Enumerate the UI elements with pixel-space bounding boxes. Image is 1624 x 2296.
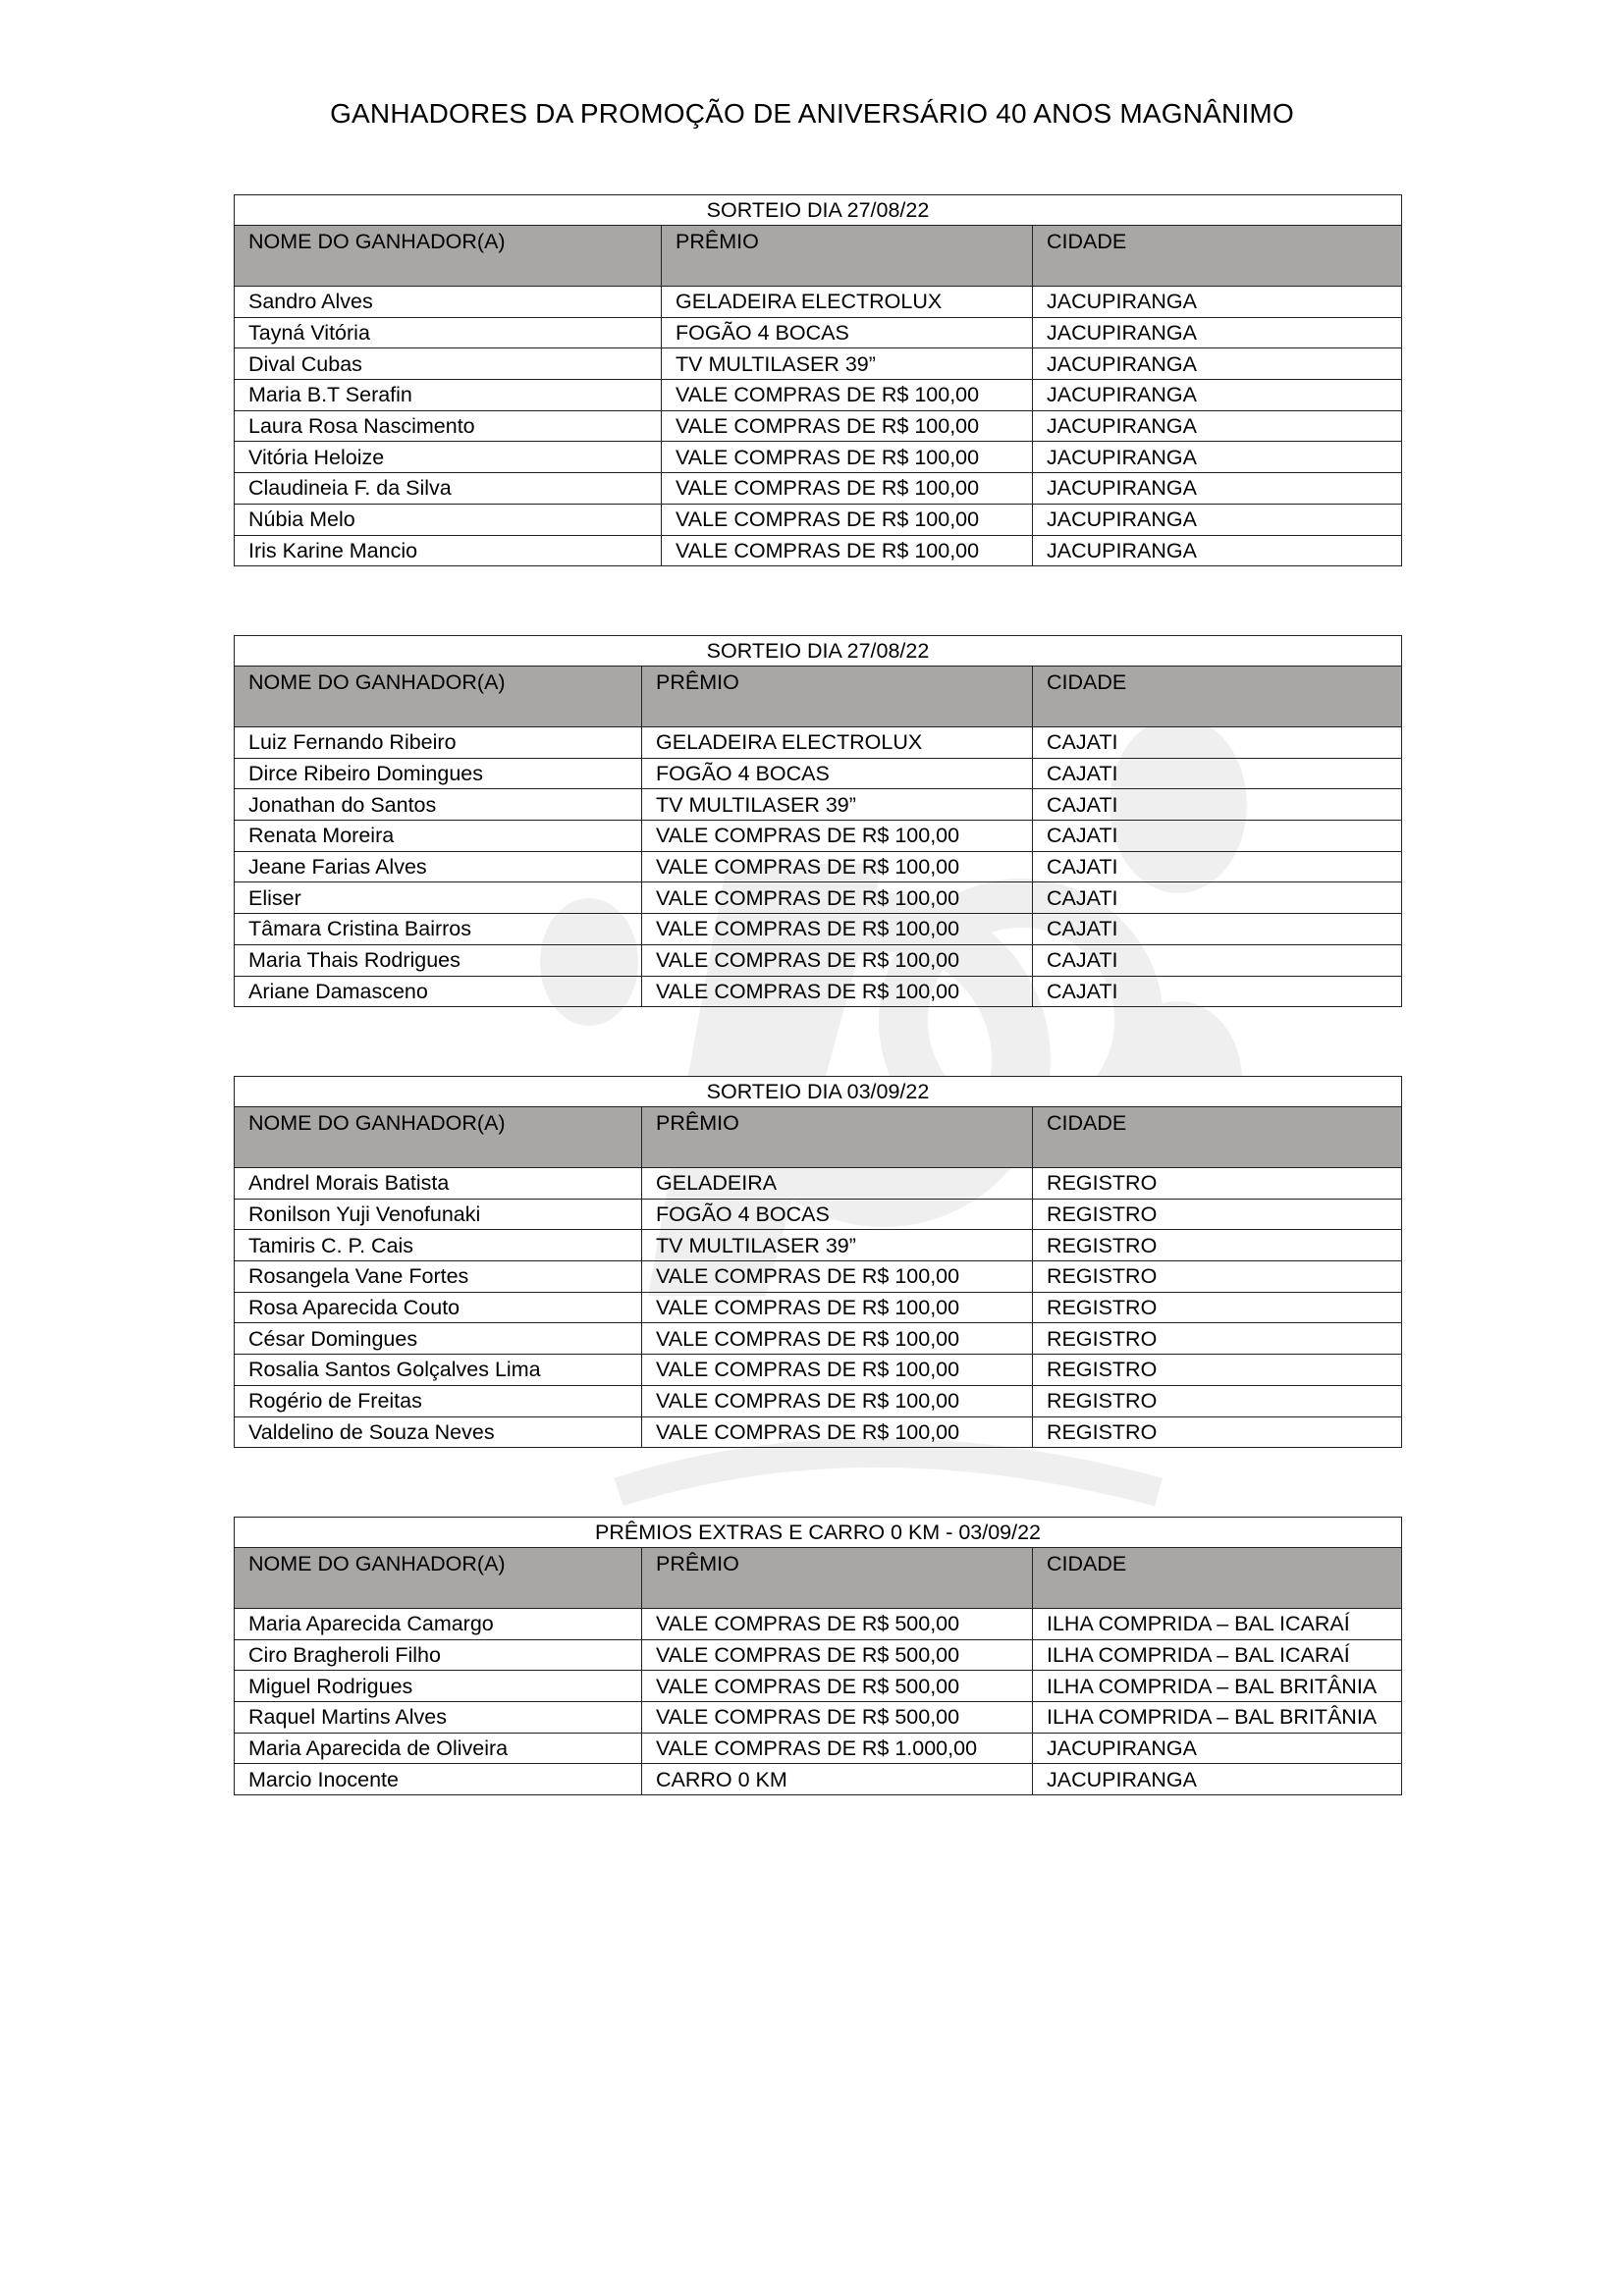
prize-cell: VALE COMPRAS DE R$ 100,00 bbox=[642, 944, 1033, 976]
table-row bbox=[235, 1168, 1402, 1200]
table-row bbox=[235, 1764, 1402, 1795]
city-cell: REGISTRO bbox=[1033, 1230, 1402, 1261]
city-cell: JACUPIRANGA bbox=[1033, 535, 1402, 566]
column-header-prize: PRÊMIO bbox=[642, 1107, 1033, 1168]
city-cell: CAJATI bbox=[1033, 882, 1402, 914]
prize-cell: VALE COMPRAS DE R$ 100,00 bbox=[662, 442, 1033, 473]
winner-name: Renata Moreira bbox=[235, 821, 642, 852]
column-header-name: NOME DO GANHADOR(A) bbox=[235, 226, 662, 287]
city-cell: REGISTRO bbox=[1033, 1168, 1402, 1200]
column-header-name: NOME DO GANHADOR(A) bbox=[235, 1107, 642, 1168]
table-row bbox=[235, 317, 1402, 348]
prize-cell: VALE COMPRAS DE R$ 100,00 bbox=[662, 535, 1033, 566]
prize-cell: VALE COMPRAS DE R$ 500,00 bbox=[642, 1702, 1033, 1734]
table-row bbox=[235, 1199, 1402, 1230]
prize-cell: VALE COMPRAS DE R$ 1.000,00 bbox=[642, 1733, 1033, 1764]
city-cell: ILHA COMPRIDA – BAL ICARAÍ bbox=[1033, 1609, 1402, 1640]
prize-cell: VALE COMPRAS DE R$ 100,00 bbox=[662, 380, 1033, 411]
prize-cell: TV MULTILASER 39” bbox=[662, 348, 1033, 380]
table-row bbox=[235, 1702, 1402, 1734]
prize-cell: VALE COMPRAS DE R$ 100,00 bbox=[642, 1385, 1033, 1416]
winner-name: Sandro Alves bbox=[235, 287, 662, 318]
table-caption: PRÊMIOS EXTRAS E CARRO 0 KM - 03/09/22 bbox=[235, 1518, 1402, 1548]
winner-name: Ciro Bragheroli Filho bbox=[235, 1639, 642, 1671]
prize-cell: VALE COMPRAS DE R$ 100,00 bbox=[642, 1416, 1033, 1448]
city-cell: JACUPIRANGA bbox=[1033, 380, 1402, 411]
city-cell: JACUPIRANGA bbox=[1033, 348, 1402, 380]
draw-table-extras bbox=[234, 1517, 1402, 1795]
table-row bbox=[235, 1323, 1402, 1355]
city-cell: ILHA COMPRIDA – BAL BRITÂNIA bbox=[1033, 1702, 1402, 1734]
table-row bbox=[235, 442, 1402, 473]
winner-name: Dirce Ribeiro Domingues bbox=[235, 758, 642, 789]
table-caption: SORTEIO DIA 27/08/22 bbox=[235, 636, 1402, 667]
prize-cell: GELADEIRA ELECTROLUX bbox=[642, 727, 1033, 759]
prize-cell: VALE COMPRAS DE R$ 100,00 bbox=[662, 504, 1033, 535]
winner-name: Maria Aparecida de Oliveira bbox=[235, 1733, 642, 1764]
table-row bbox=[235, 1355, 1402, 1386]
winner-name: Jeane Farias Alves bbox=[235, 851, 642, 882]
city-cell: CAJATI bbox=[1033, 789, 1402, 821]
prize-cell: CARRO 0 KM bbox=[642, 1764, 1033, 1795]
winner-name: Maria Thais Rodrigues bbox=[235, 944, 642, 976]
table-row bbox=[235, 473, 1402, 505]
winner-name: Núbia Melo bbox=[235, 504, 662, 535]
winner-name: Iris Karine Mancio bbox=[235, 535, 662, 566]
table-row bbox=[235, 1671, 1402, 1702]
city-cell: JACUPIRANGA bbox=[1033, 317, 1402, 348]
prize-cell: VALE COMPRAS DE R$ 100,00 bbox=[642, 1323, 1033, 1355]
winner-name: Tâmara Cristina Bairros bbox=[235, 914, 642, 945]
draw-table-3 bbox=[234, 1076, 1402, 1448]
prize-cell: VALE COMPRAS DE R$ 100,00 bbox=[642, 914, 1033, 945]
winner-name: César Domingues bbox=[235, 1323, 642, 1355]
winner-name: Rosalia Santos Golçalves Lima bbox=[235, 1355, 642, 1386]
winner-name: Ronilson Yuji Venofunaki bbox=[235, 1199, 642, 1230]
city-cell: CAJATI bbox=[1033, 821, 1402, 852]
city-cell: JACUPIRANGA bbox=[1033, 1764, 1402, 1795]
table-row bbox=[235, 1416, 1402, 1448]
winner-name: Claudineia F. da Silva bbox=[235, 473, 662, 505]
winner-name: Dival Cubas bbox=[235, 348, 662, 380]
table-row bbox=[235, 1230, 1402, 1261]
prize-cell: VALE COMPRAS DE R$ 500,00 bbox=[642, 1639, 1033, 1671]
prize-cell: VALE COMPRAS DE R$ 100,00 bbox=[642, 1261, 1033, 1293]
draw-table-1 bbox=[234, 194, 1402, 566]
winner-name: Andrel Morais Batista bbox=[235, 1168, 642, 1200]
prize-cell: VALE COMPRAS DE R$ 100,00 bbox=[642, 1355, 1033, 1386]
city-cell: REGISTRO bbox=[1033, 1416, 1402, 1448]
prize-cell: VALE COMPRAS DE R$ 500,00 bbox=[642, 1609, 1033, 1640]
city-cell: JACUPIRANGA bbox=[1033, 410, 1402, 442]
column-header-city: CIDADE bbox=[1033, 1107, 1402, 1168]
city-cell: JACUPIRANGA bbox=[1033, 1733, 1402, 1764]
table-row bbox=[235, 1385, 1402, 1416]
column-header-name: NOME DO GANHADOR(A) bbox=[235, 1548, 642, 1609]
prize-cell: VALE COMPRAS DE R$ 100,00 bbox=[642, 976, 1033, 1007]
prize-cell: VALE COMPRAS DE R$ 100,00 bbox=[662, 473, 1033, 505]
city-cell: REGISTRO bbox=[1033, 1323, 1402, 1355]
city-cell: REGISTRO bbox=[1033, 1385, 1402, 1416]
prize-cell: TV MULTILASER 39” bbox=[642, 789, 1033, 821]
table-row bbox=[235, 1292, 1402, 1323]
draw-table-2 bbox=[234, 635, 1402, 1007]
city-cell: CAJATI bbox=[1033, 914, 1402, 945]
winner-name: Luiz Fernando Ribeiro bbox=[235, 727, 642, 759]
table-row bbox=[235, 1609, 1402, 1640]
table-row bbox=[235, 535, 1402, 566]
city-cell: REGISTRO bbox=[1033, 1292, 1402, 1323]
table-row bbox=[235, 287, 1402, 318]
prize-cell: VALE COMPRAS DE R$ 500,00 bbox=[642, 1671, 1033, 1702]
city-cell: JACUPIRANGA bbox=[1033, 504, 1402, 535]
city-cell: JACUPIRANGA bbox=[1033, 287, 1402, 318]
prize-cell: FOGÃO 4 BOCAS bbox=[662, 317, 1033, 348]
table-row bbox=[235, 1733, 1402, 1764]
table-row bbox=[235, 976, 1402, 1007]
table-row bbox=[235, 504, 1402, 535]
city-cell: CAJATI bbox=[1033, 851, 1402, 882]
winner-name: Ariane Damasceno bbox=[235, 976, 642, 1007]
table-row bbox=[235, 380, 1402, 411]
prize-cell: GELADEIRA bbox=[642, 1168, 1033, 1200]
table-row bbox=[235, 727, 1402, 759]
winner-name: Valdelino de Souza Neves bbox=[235, 1416, 642, 1448]
winner-name: Eliser bbox=[235, 882, 642, 914]
winner-name: Raquel Martins Alves bbox=[235, 1702, 642, 1734]
prize-cell: FOGÃO 4 BOCAS bbox=[642, 758, 1033, 789]
winner-name: Tayná Vitória bbox=[235, 317, 662, 348]
page-title: GANHADORES DA PROMOÇÃO DE ANIVERSÁRIO 40 ANOS MAGNÂNIMO bbox=[330, 98, 1294, 129]
prize-cell: VALE COMPRAS DE R$ 100,00 bbox=[642, 1292, 1033, 1323]
table-row bbox=[235, 1639, 1402, 1671]
winner-name: Maria B.T Serafin bbox=[235, 380, 662, 411]
winner-name: Rosa Aparecida Couto bbox=[235, 1292, 642, 1323]
city-cell: ILHA COMPRIDA – BAL ICARAÍ bbox=[1033, 1639, 1402, 1671]
column-header-city: CIDADE bbox=[1033, 1548, 1402, 1609]
prize-cell: GELADEIRA ELECTROLUX bbox=[662, 287, 1033, 318]
city-cell: CAJATI bbox=[1033, 976, 1402, 1007]
column-header-city: CIDADE bbox=[1033, 667, 1402, 727]
prize-cell: TV MULTILASER 39” bbox=[642, 1230, 1033, 1261]
city-cell: CAJATI bbox=[1033, 727, 1402, 759]
column-header-city: CIDADE bbox=[1033, 226, 1402, 287]
table-caption: SORTEIO DIA 27/08/22 bbox=[235, 195, 1402, 226]
table-row bbox=[235, 410, 1402, 442]
prize-cell: VALE COMPRAS DE R$ 100,00 bbox=[642, 851, 1033, 882]
prize-cell: FOGÃO 4 BOCAS bbox=[642, 1199, 1033, 1230]
table-row bbox=[235, 882, 1402, 914]
city-cell: REGISTRO bbox=[1033, 1355, 1402, 1386]
table-row bbox=[235, 758, 1402, 789]
table-row bbox=[235, 789, 1402, 821]
city-cell: JACUPIRANGA bbox=[1033, 442, 1402, 473]
table-row bbox=[235, 944, 1402, 976]
winner-name: Rogério de Freitas bbox=[235, 1385, 642, 1416]
city-cell: ILHA COMPRIDA – BAL BRITÂNIA bbox=[1033, 1671, 1402, 1702]
city-cell: JACUPIRANGA bbox=[1033, 473, 1402, 505]
winner-name: Marcio Inocente bbox=[235, 1764, 642, 1795]
prize-cell: VALE COMPRAS DE R$ 100,00 bbox=[662, 410, 1033, 442]
column-header-name: NOME DO GANHADOR(A) bbox=[235, 667, 642, 727]
table-row bbox=[235, 914, 1402, 945]
column-header-prize: PRÊMIO bbox=[642, 1548, 1033, 1609]
winner-name: Tamiris C. P. Cais bbox=[235, 1230, 642, 1261]
winner-name: Jonathan do Santos bbox=[235, 789, 642, 821]
prize-cell: VALE COMPRAS DE R$ 100,00 bbox=[642, 882, 1033, 914]
table-row bbox=[235, 348, 1402, 380]
table-row bbox=[235, 1261, 1402, 1293]
prize-cell: VALE COMPRAS DE R$ 100,00 bbox=[642, 821, 1033, 852]
winner-name: Miguel Rodrigues bbox=[235, 1671, 642, 1702]
city-cell: REGISTRO bbox=[1033, 1199, 1402, 1230]
winner-name: Vitória Heloize bbox=[235, 442, 662, 473]
table-row bbox=[235, 821, 1402, 852]
city-cell: REGISTRO bbox=[1033, 1261, 1402, 1293]
table-caption: SORTEIO DIA 03/09/22 bbox=[235, 1077, 1402, 1107]
winner-name: Rosangela Vane Fortes bbox=[235, 1261, 642, 1293]
winner-name: Maria Aparecida Camargo bbox=[235, 1609, 642, 1640]
column-header-prize: PRÊMIO bbox=[662, 226, 1033, 287]
city-cell: CAJATI bbox=[1033, 944, 1402, 976]
winner-name: Laura Rosa Nascimento bbox=[235, 410, 662, 442]
column-header-prize: PRÊMIO bbox=[642, 667, 1033, 727]
city-cell: CAJATI bbox=[1033, 758, 1402, 789]
table-row bbox=[235, 851, 1402, 882]
